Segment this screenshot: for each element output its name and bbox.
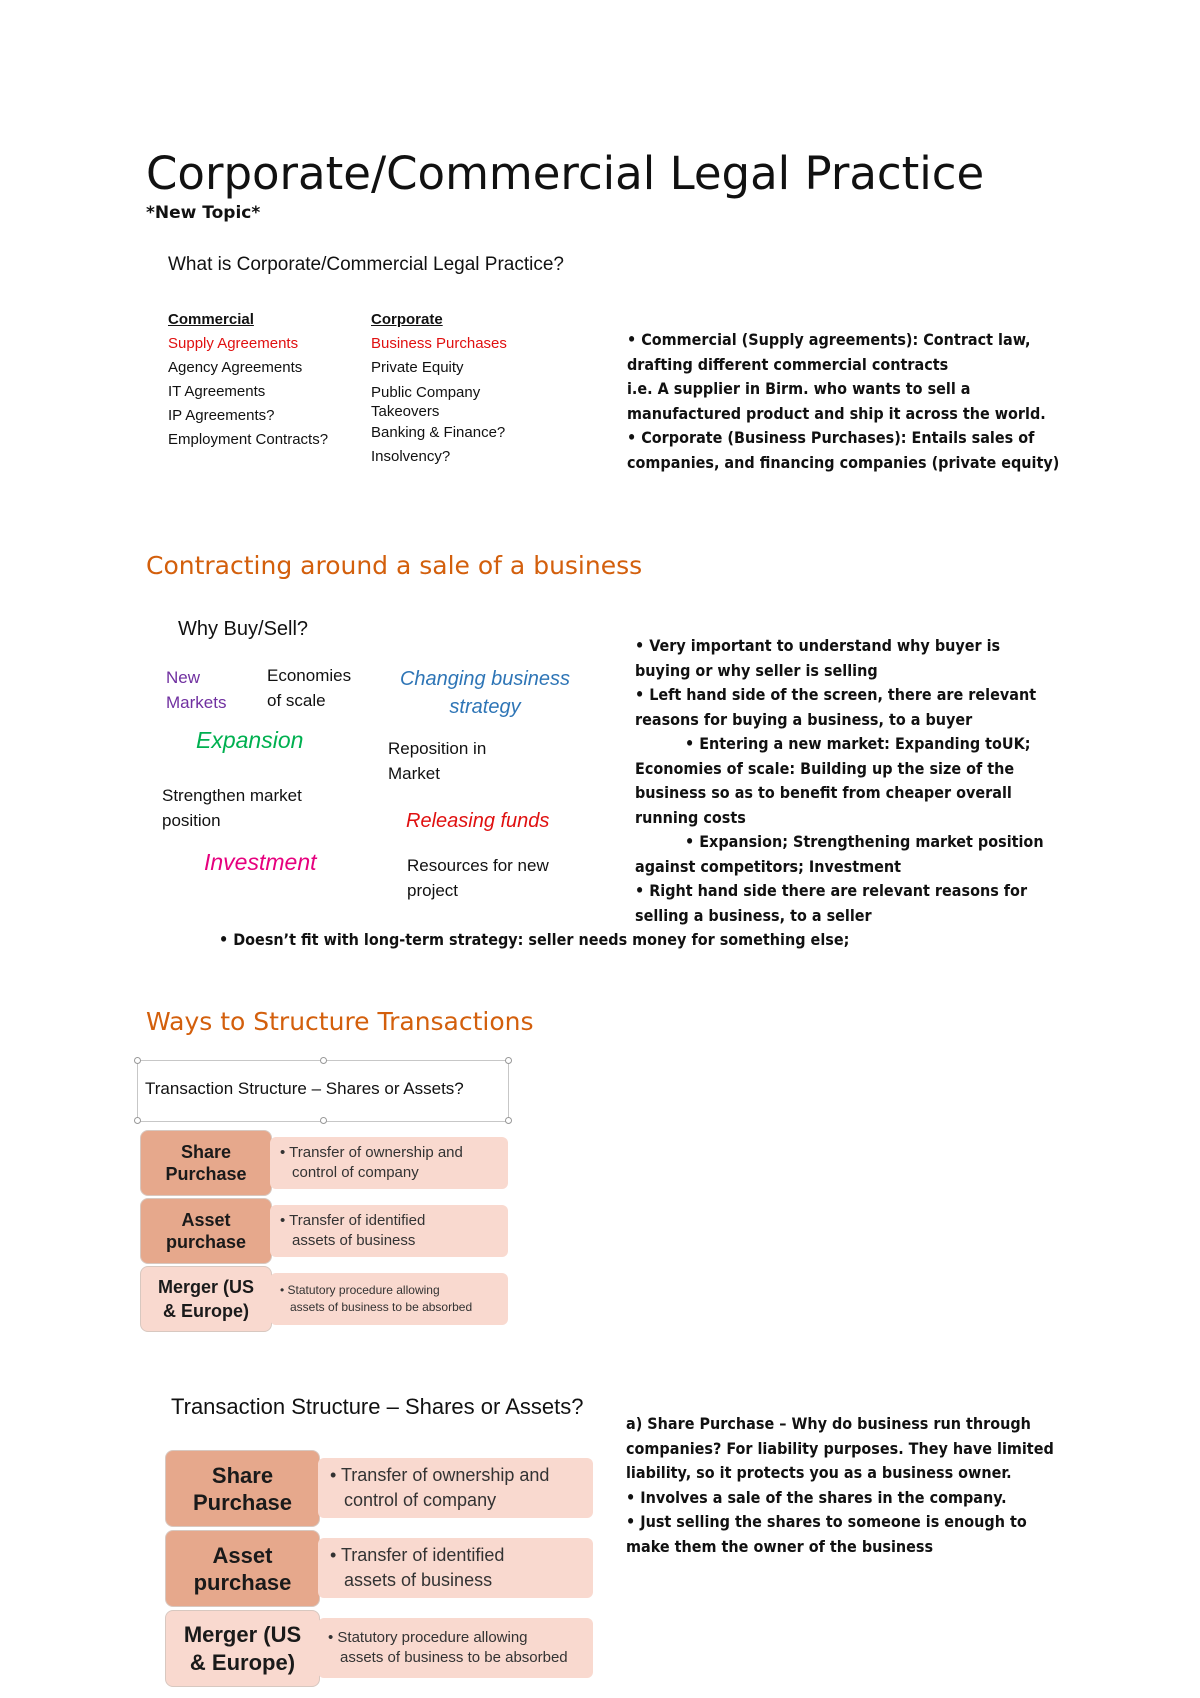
note-line: manufactured product and ship it across the world. <box>627 403 1046 423</box>
label-text: Purchase <box>165 1164 247 1184</box>
desc-text: assets of business <box>344 1570 493 1590</box>
structure-table-large <box>165 1450 593 1695</box>
reason-investment: Investment <box>204 849 317 875</box>
desc-text: • Transfer of ownership and <box>280 1144 463 1161</box>
label-text: Merger (US <box>157 1277 255 1297</box>
label-text: & Europe) <box>162 1301 249 1321</box>
section-heading-structure: Ways to Structure Transactions <box>146 1007 534 1036</box>
desc-text: • Statutory procedure allowing <box>328 1629 528 1646</box>
note-line: running costs <box>635 807 746 827</box>
row-description <box>318 1538 593 1598</box>
row-description <box>318 1618 593 1678</box>
row-description <box>270 1273 508 1325</box>
desc-text: assets of business <box>292 1232 416 1249</box>
list-item: Business Purchases <box>371 335 507 352</box>
note-line: make them the owner of the business <box>626 1536 934 1556</box>
resize-handle <box>505 1117 512 1124</box>
resize-handle <box>134 1117 141 1124</box>
slide-title-why: Why Buy/Sell? <box>178 618 309 640</box>
structure-table-small <box>140 1130 510 1335</box>
note-line: • Expansion; Strengthening market position <box>685 832 1044 851</box>
list-item: Banking & Finance? <box>371 424 506 441</box>
reason-text: of scale <box>267 691 326 710</box>
desc-text: assets of business to be absorbed <box>290 1300 473 1314</box>
slide-question: What is Corporate/Commercial Legal Practice? <box>168 254 564 275</box>
reason-text: Markets <box>166 693 227 712</box>
reason-changing-strategy <box>380 665 590 721</box>
desc-text: • Transfer of ownership and <box>330 1465 550 1485</box>
label-text: purchase <box>165 1232 247 1252</box>
desc-text: • Transfer of identified <box>280 1212 426 1229</box>
row-label <box>165 1610 320 1687</box>
row-label <box>140 1198 272 1264</box>
note-line: liability, so it protects you as a business owner. <box>626 1463 1012 1482</box>
note-line: buying or why seller is selling <box>635 660 878 680</box>
list-item: Public Company <box>371 384 481 401</box>
reason-text: position <box>162 811 221 830</box>
section1-notes <box>627 328 1059 475</box>
row-description <box>318 1458 593 1518</box>
note-line: • Entering a new market: Expanding toUK; <box>685 734 1031 753</box>
note-line: • Very important to understand why buyer is <box>635 636 1001 655</box>
corporate-column <box>371 308 507 469</box>
label-text: Merger (US <box>183 1621 302 1647</box>
resize-handle <box>134 1057 141 1064</box>
list-item: Private Equity <box>371 359 464 376</box>
note-line: business so as to benefit from cheaper overall <box>635 783 1012 802</box>
list-item: Agency Agreements <box>168 359 303 376</box>
label-text: purchase <box>193 1569 292 1595</box>
reason-strengthen <box>162 783 302 833</box>
reason-economies <box>267 663 351 713</box>
reason-expansion: Expansion <box>196 727 304 753</box>
reason-reposition <box>388 736 486 786</box>
resize-handle <box>505 1057 512 1064</box>
desc-text: control of company <box>344 1490 497 1510</box>
note-line: selling a business, to a seller <box>635 905 872 925</box>
label-text: Asset <box>212 1542 273 1568</box>
commercial-column <box>168 308 328 452</box>
list-item: Employment Contracts? <box>168 431 329 448</box>
desc-text: assets of business to be absorbed <box>340 1649 568 1666</box>
list-item: Supply Agreements <box>168 335 299 352</box>
reason-text: project <box>407 881 459 900</box>
reason-text: Strengthen market <box>162 786 302 805</box>
note-line: i.e. A supplier in Birm. who wants to sell a <box>627 379 971 398</box>
list-item: IP Agreements? <box>168 407 275 424</box>
corporate-heading: Corporate <box>371 311 443 328</box>
topic-label: *New Topic* <box>146 203 261 223</box>
table-title-large: Transaction Structure – Shares or Assets? <box>171 1394 584 1419</box>
section3-notes <box>626 1412 1054 1559</box>
section-heading-sale: Contracting around a sale of a business <box>146 551 643 580</box>
list-item: Insolvency? <box>371 448 451 465</box>
row-label <box>165 1450 320 1527</box>
reason-releasing-funds: Releasing funds <box>406 810 550 832</box>
label-text: Share <box>211 1462 274 1488</box>
note-line: companies, and financing companies (private equity) <box>627 452 1060 472</box>
row-label <box>140 1266 272 1332</box>
note-line: a) Share Purchase – Why do business run through <box>626 1414 1031 1433</box>
reason-text: Resources for new <box>407 856 549 875</box>
row-description <box>270 1205 508 1257</box>
label-text: Share <box>180 1142 231 1162</box>
note-line: • Left hand side of the screen, there are relevant <box>635 685 1037 704</box>
reason-new-markets <box>166 665 226 715</box>
reason-text: Changing business <box>399 668 571 690</box>
note-line: Economies of scale: Building up the size of the <box>635 758 1015 778</box>
note-line: • Corporate (Business Purchases): Entails sales of <box>627 428 1035 447</box>
note-line: • Commercial (Supply agreements): Contract law, <box>627 330 1031 349</box>
reason-resources <box>407 853 549 903</box>
note-line: • Just selling the shares to someone is enough to <box>626 1512 1027 1531</box>
label-text: & Europe) <box>189 1649 296 1675</box>
resize-handle <box>320 1057 327 1064</box>
page-title: Corporate/Commercial Legal Practice <box>146 147 985 200</box>
label-text: Purchase <box>192 1489 293 1515</box>
reason-text: strategy <box>449 696 521 718</box>
note-line: drafting different commercial contracts <box>627 354 949 374</box>
note-line: against competitors; Investment <box>635 856 901 876</box>
list-item: Takeovers <box>371 403 440 420</box>
note-line: • Involves a sale of the shares in the company. <box>626 1487 1007 1507</box>
reason-text: Reposition in <box>388 739 487 758</box>
desc-text: control of company <box>292 1164 419 1181</box>
row-label <box>165 1530 320 1607</box>
reason-text: New <box>166 668 201 687</box>
note-line: companies? For liability purposes. They have limited <box>626 1438 1054 1458</box>
row-label <box>140 1130 272 1196</box>
section2-notes <box>635 634 1044 928</box>
reason-text: Economies <box>267 666 352 685</box>
reason-text: Market <box>388 764 440 783</box>
row-description <box>270 1137 508 1189</box>
note-line: reasons for buying a business, to a buyer <box>635 709 973 729</box>
commercial-heading: Commercial <box>168 311 254 328</box>
label-text: Asset <box>181 1210 231 1230</box>
note-line: • Right hand side there are relevant reasons for <box>635 881 1028 900</box>
table-title-frame <box>137 1060 509 1122</box>
list-item: IT Agreements <box>168 383 266 400</box>
desc-text: • Statutory procedure allowing <box>280 1283 440 1297</box>
desc-text: • Transfer of identified <box>330 1545 505 1565</box>
resize-handle <box>320 1117 327 1124</box>
table-title: Transaction Structure – Shares or Assets? <box>145 1079 464 1098</box>
note-line: • Doesn’t fit with long-term strategy: seller needs money for something else; <box>219 930 850 949</box>
